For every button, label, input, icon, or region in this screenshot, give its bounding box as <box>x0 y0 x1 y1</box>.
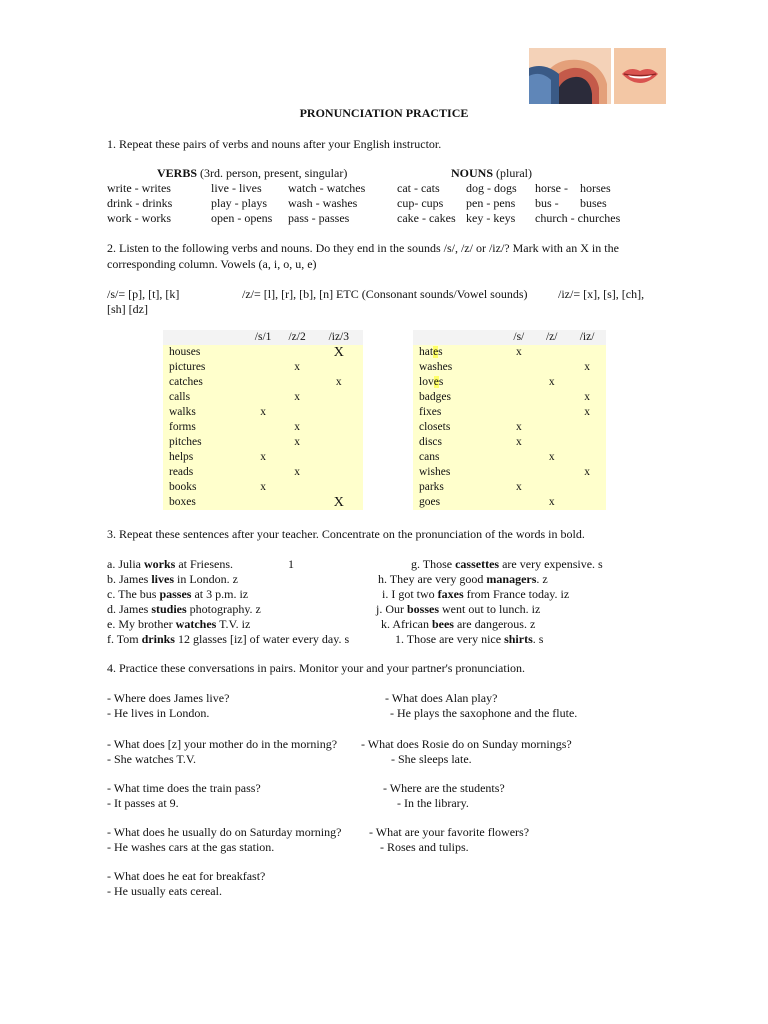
pair-cell: cup- cups <box>397 196 444 210</box>
dialog-line: - What does Alan play? <box>385 691 498 705</box>
mark-cell <box>535 480 568 495</box>
verbs-heading: VERBS (3rd. person, present, singular) <box>157 166 348 180</box>
table-header-row <box>413 330 606 345</box>
rule-z: /z/= [l], [r], [b], [n] ETC (Consonant sounds/Vowel sounds) <box>242 287 528 301</box>
table-row <box>413 465 606 480</box>
bold-word: faxes <box>437 587 464 601</box>
table-row <box>163 390 363 405</box>
mark-cell <box>568 345 606 360</box>
sentence-right: i. I got two faxes from France today. iz <box>382 587 570 601</box>
mark-cell <box>247 360 280 375</box>
mark-cell <box>315 390 363 405</box>
mark-cell <box>535 420 568 435</box>
table-header-cell <box>413 330 502 345</box>
pair-cell: pass - passes <box>288 211 350 225</box>
pair-cell: live - lives <box>211 181 262 195</box>
mark-cell <box>535 360 568 375</box>
mark-cell <box>502 360 535 375</box>
table-row <box>413 390 606 405</box>
mark-cell: x <box>502 420 535 435</box>
bold-word: shirts <box>504 632 533 646</box>
table-row <box>163 345 363 360</box>
dialog-line: - In the library. <box>397 796 469 810</box>
table-row <box>163 360 363 375</box>
word-cell: pictures <box>163 360 247 375</box>
table-header-cell <box>163 330 247 345</box>
mark-cell <box>315 435 363 450</box>
sentence-note: 1 <box>288 557 294 571</box>
bold-word: drinks <box>141 632 175 646</box>
mark-cell <box>247 390 280 405</box>
section1-instruction: 1. Repeat these pairs of verbs and nouns after your English instructor. <box>107 137 442 151</box>
bold-word: managers <box>486 572 537 586</box>
pair-cell: drink - drinks <box>107 196 173 210</box>
dialog-line: - What does he eat for breakfast? <box>107 869 266 883</box>
table-row <box>163 435 363 450</box>
mark-cell: x <box>315 375 363 390</box>
mark-cell: X <box>315 345 363 360</box>
mark-cell: x <box>568 360 606 375</box>
word-cell: houses <box>163 345 247 360</box>
highlighted-letter: e <box>433 376 439 388</box>
word-cell: pitches <box>163 435 247 450</box>
word-cell: closets <box>413 420 502 435</box>
mark-cell <box>247 435 280 450</box>
word-cell: goes <box>413 495 502 510</box>
pair-cell: work - works <box>107 211 171 225</box>
mark-cell <box>280 405 315 420</box>
pair-cell: pen - pens <box>466 196 516 210</box>
sentence-right: k. African bees are dangerous. z <box>381 617 536 631</box>
mark-cell: x <box>502 435 535 450</box>
mark-cell <box>502 390 535 405</box>
mark-cell <box>247 375 280 390</box>
mark-cell <box>568 435 606 450</box>
pair-cell: dog - dogs <box>466 181 517 195</box>
sentence-left: e. My brother watches T.V. iz <box>107 617 251 631</box>
bold-word: watches <box>175 617 217 631</box>
mark-cell <box>535 465 568 480</box>
mark-cell <box>535 390 568 405</box>
table-row <box>163 465 363 480</box>
table-row <box>413 405 606 420</box>
table-row <box>163 420 363 435</box>
word-cell: helps <box>163 450 247 465</box>
table-row <box>413 345 606 360</box>
pair-cell: write - writes <box>107 181 171 195</box>
dialog-line: - He lives in London. <box>107 706 210 720</box>
dialog-line: - Where does James live? <box>107 691 230 705</box>
bold-word: passes <box>159 587 192 601</box>
mark-cell: x <box>568 390 606 405</box>
bold-word: works <box>144 557 176 571</box>
word-cell: calls <box>163 390 247 405</box>
mark-cell: x <box>535 495 568 510</box>
pair-cell: open - opens <box>211 211 273 225</box>
pair-cell: wash - washes <box>288 196 358 210</box>
dialog-line: - What does he usually do on Saturday morning? <box>107 825 342 839</box>
bold-word: studies <box>151 602 187 616</box>
sound-table-left <box>163 330 363 510</box>
mark-cell: x <box>280 435 315 450</box>
dialog-line: - What time does the train pass? <box>107 781 261 795</box>
mark-cell <box>568 495 606 510</box>
table-row <box>413 495 606 510</box>
sentence-right: j. Our bosses went out to lunch. iz <box>376 602 541 616</box>
word-cell: forms <box>163 420 247 435</box>
dialog-line: - She sleeps late. <box>391 752 472 766</box>
mark-cell: x <box>280 360 315 375</box>
dialog-line: - It passes at 9. <box>107 796 179 810</box>
mark-cell <box>247 465 280 480</box>
dialog-line: - Where are the students? <box>383 781 505 795</box>
rule-iz: /iz/= [x], [s], [ch], <box>558 287 645 301</box>
word-cell: parks <box>413 480 502 495</box>
dialog-line: - What does Rosie do on Sunday mornings? <box>361 737 572 751</box>
pair-cell: cat - cats <box>397 181 440 195</box>
pair-cell: play - plays <box>211 196 267 210</box>
table-row <box>163 495 363 510</box>
sound-table-right <box>413 330 606 510</box>
table-row <box>413 435 606 450</box>
mark-cell: x <box>280 420 315 435</box>
mark-cell: x <box>280 390 315 405</box>
mark-cell <box>535 345 568 360</box>
mark-cell: x <box>502 480 535 495</box>
dialog-line: - He usually eats cereal. <box>107 884 222 898</box>
mark-cell <box>502 450 535 465</box>
sentence-right: h. They are very good managers. z <box>378 572 548 586</box>
table-header-cell: /z/ <box>535 330 568 345</box>
dialog-line: - He washes cars at the gas station. <box>107 840 275 854</box>
word-cell: books <box>163 480 247 495</box>
pair-cell: church - churches <box>535 211 621 225</box>
highlighted-letter: e <box>433 346 439 358</box>
pair-cell: watch - watches <box>288 181 366 195</box>
mark-cell <box>535 435 568 450</box>
pair-cell: horses <box>580 181 611 195</box>
word-cell: badges <box>413 390 502 405</box>
pair-cell: buses <box>580 196 607 210</box>
mark-cell <box>280 345 315 360</box>
mark-cell <box>502 405 535 420</box>
word-cell: catches <box>163 375 247 390</box>
mark-cell <box>568 420 606 435</box>
rule-iz-continued: [sh] [dz] <box>107 302 148 316</box>
word-cell: hates <box>413 345 502 360</box>
word-cell: fixes <box>413 405 502 420</box>
table-row <box>163 480 363 495</box>
pair-cell: horse - <box>535 181 568 195</box>
mark-cell <box>502 375 535 390</box>
table-row <box>413 450 606 465</box>
mark-cell: x <box>535 375 568 390</box>
word-cell: wishes <box>413 465 502 480</box>
word-cell: loves <box>413 375 502 390</box>
table-row <box>413 375 606 390</box>
sentence-left: b. James lives in London. z <box>107 572 238 586</box>
mark-cell <box>535 405 568 420</box>
mark-cell <box>502 495 535 510</box>
mark-cell <box>315 405 363 420</box>
section2-instruction-line2: corresponding column. Vowels (a, i, o, u, e) <box>107 257 317 271</box>
rule-s: /s/= [p], [t], [k] <box>107 287 180 301</box>
table-row <box>163 375 363 390</box>
mark-cell <box>315 480 363 495</box>
nouns-heading: NOUNS (plural) <box>451 166 532 180</box>
page-title: PRONUNCIATION PRACTICE <box>299 106 469 120</box>
mark-cell <box>280 450 315 465</box>
pair-cell: bus - <box>535 196 559 210</box>
table-header-cell: /iz/3 <box>315 330 363 345</box>
mark-cell <box>315 420 363 435</box>
pair-cell: key - keys <box>466 211 516 225</box>
word-cell: cans <box>413 450 502 465</box>
table-header-cell: /s/ <box>502 330 535 345</box>
section4-instruction: 4. Practice these conversations in pairs. Monitor your and your partner's pronunciation. <box>107 661 526 675</box>
mark-cell <box>280 495 315 510</box>
sentence-left: a. Julia works at Friesens. <box>107 557 233 571</box>
table-header-cell: /z/2 <box>280 330 315 345</box>
table-row <box>413 480 606 495</box>
table-row <box>413 360 606 375</box>
table-header-row <box>163 330 363 345</box>
word-cell: boxes <box>163 495 247 510</box>
table-row <box>163 450 363 465</box>
mark-cell: x <box>247 480 280 495</box>
mark-cell: x <box>568 405 606 420</box>
dialog-line: - Roses and tulips. <box>380 840 469 854</box>
word-cell: walks <box>163 405 247 420</box>
mark-cell <box>568 480 606 495</box>
word-cell: discs <box>413 435 502 450</box>
dialog-line: - What are your favorite flowers? <box>369 825 530 839</box>
sentence-left: c. The bus passes at 3 p.m. iz <box>107 587 249 601</box>
table-header-cell: /iz/ <box>568 330 606 345</box>
dialog-line: - What does [z] your mother do in the morning? <box>107 737 338 751</box>
sentence-right: g. Those cassettes are very expensive. s <box>411 557 603 571</box>
mark-cell <box>247 495 280 510</box>
sentence-left: d. James studies photography. z <box>107 602 261 616</box>
dialog-line: - She watches T.V. <box>107 752 196 766</box>
table-row <box>163 405 363 420</box>
word-cell: washes <box>413 360 502 375</box>
mark-cell: X <box>315 495 363 510</box>
mark-cell: x <box>502 345 535 360</box>
mark-cell <box>502 465 535 480</box>
mark-cell: x <box>535 450 568 465</box>
bold-word: bees <box>431 617 454 631</box>
mark-cell <box>247 345 280 360</box>
word-cell: reads <box>163 465 247 480</box>
mark-cell <box>247 420 280 435</box>
mark-cell: x <box>247 405 280 420</box>
mark-cell <box>568 375 606 390</box>
dialog-line: - He plays the saxophone and the flute. <box>390 706 578 720</box>
throat-anatomy-image <box>529 48 611 104</box>
mark-cell <box>315 360 363 375</box>
bold-word: bosses <box>407 602 440 616</box>
bold-word: cassettes <box>455 557 500 571</box>
lips-image <box>614 48 666 104</box>
mark-cell: x <box>280 465 315 480</box>
pair-cell: cake - cakes <box>397 211 456 225</box>
mark-cell <box>315 450 363 465</box>
sentence-left: f. Tom drinks 12 glasses [iz] of water every day. s <box>107 632 350 646</box>
bold-word: lives <box>151 572 174 586</box>
mark-cell <box>568 450 606 465</box>
sentence-right: 1. Those are very nice shirts. s <box>395 632 544 646</box>
table-row <box>413 420 606 435</box>
table-header-cell: /s/1 <box>247 330 280 345</box>
section3-instruction: 3. Repeat these sentences after your teacher. Concentrate on the pronunciation of the words in bold. <box>107 527 585 541</box>
mark-cell <box>315 465 363 480</box>
mark-cell: x <box>247 450 280 465</box>
mark-cell <box>280 480 315 495</box>
mark-cell <box>280 375 315 390</box>
section2-instruction-line1: 2. Listen to the following verbs and nouns. Do they end in the sounds /s/, /z/ or /iz/? Mark with an X in the <box>107 241 619 255</box>
mark-cell: x <box>568 465 606 480</box>
